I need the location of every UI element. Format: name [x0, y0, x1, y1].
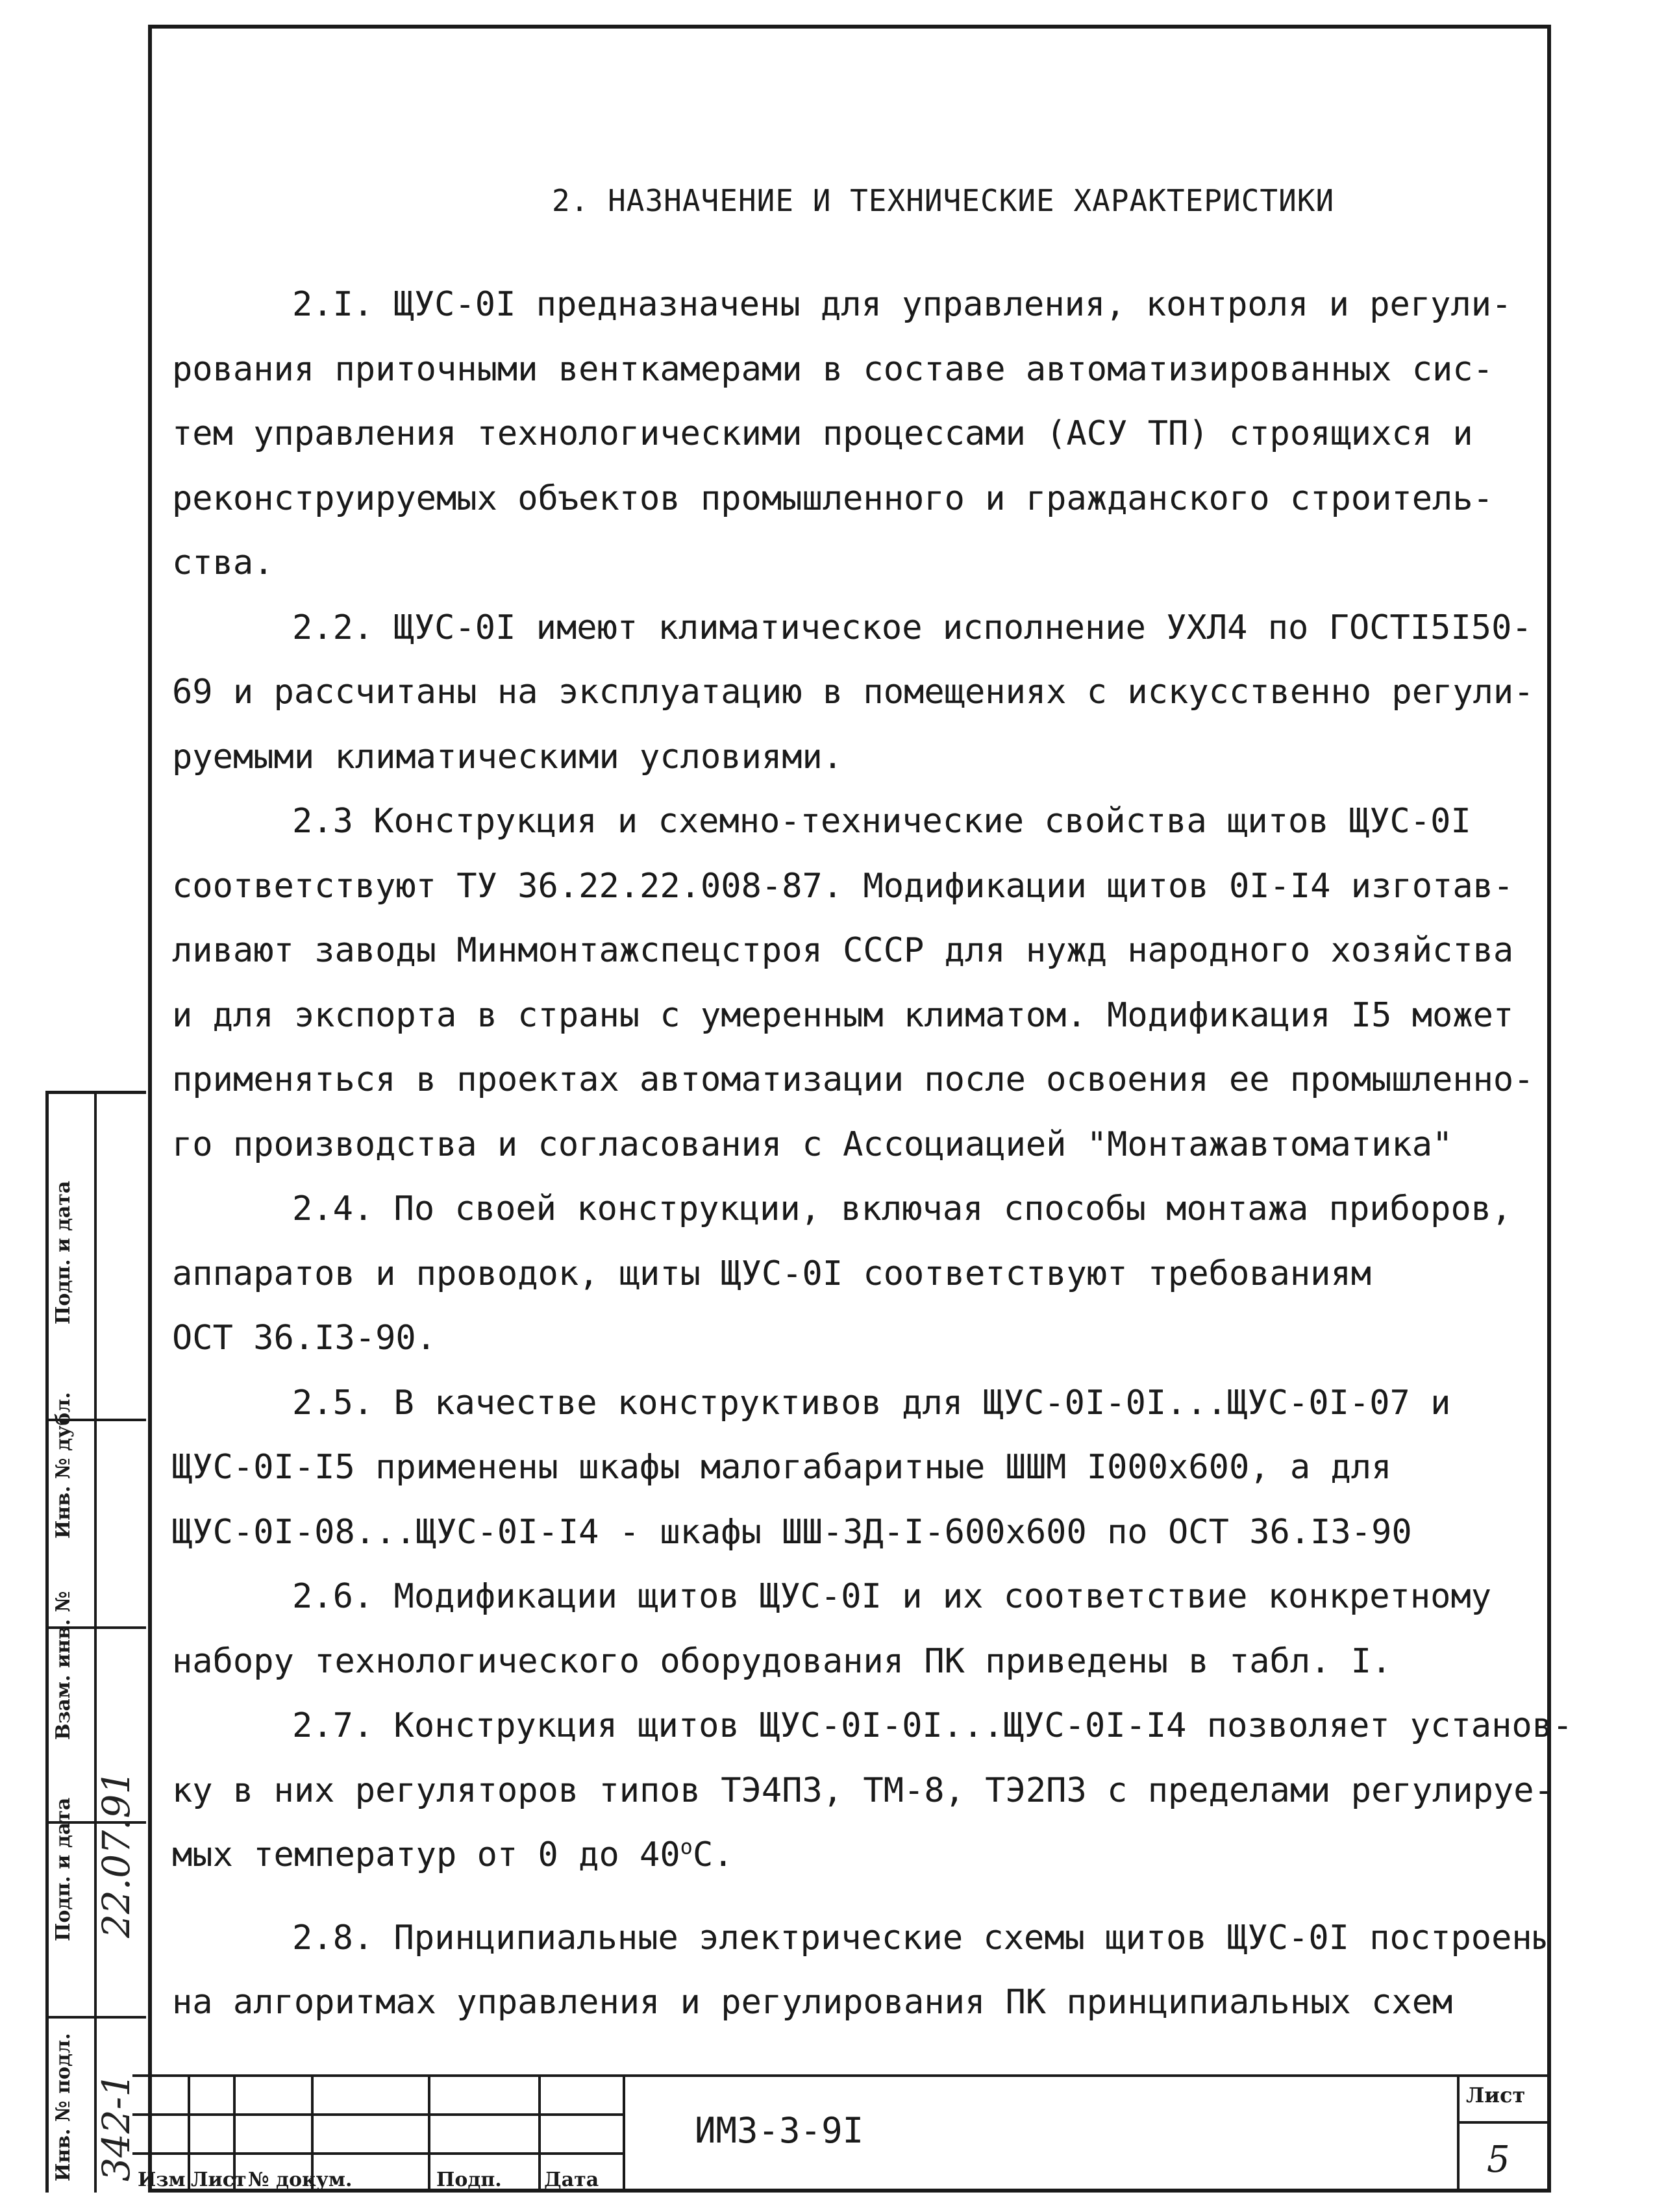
text-line: 2.4. По своей конструкции, включая способы монтажа приборов, [292, 1189, 1512, 1228]
text-line: ства. [172, 543, 274, 582]
text-line: ОСТ 36.I3-90. [172, 1319, 436, 1358]
text-line: 2.7. Конструкция щитов ЩУС-0I-0I...ЩУС-0I-I4 позволяет установ- [292, 1706, 1573, 1745]
col-date: Дата [544, 2169, 599, 2191]
text-line: рования приточными венткамерами в составе автоматизированных сис- [172, 349, 1493, 389]
text-line: аппаратов и проводок, щиты ЩУС-0I соответствуют требованиям [172, 1254, 1372, 1293]
handwritten-date: 22.07.91 [94, 1770, 138, 1938]
text-line: набору технологического оборудования ПК приведены в табл. I. [172, 1641, 1392, 1681]
text-line: 2.2. ЩУС-0I имеют климатическое исполнение УХЛ4 по ГОСТI5I50- [292, 608, 1532, 647]
text-line: го производства и согласования с Ассоциацией "Монтажавтоматика" [172, 1125, 1453, 1164]
document-code: ИМЗ-3-9I [695, 2110, 864, 2151]
text-line: соответствуют ТУ 36.22.22.008-87. Модификации щитов 0I-I4 изготав- [172, 866, 1514, 906]
text-line [172, 1823, 1529, 1888]
text-line: применяться в проектах автоматизации после освоения ее промышленно- [172, 1060, 1534, 1099]
degree-sign: о [680, 1834, 693, 1859]
col-change: Изм [138, 2169, 186, 2191]
text-line: 2.6. Модификации щитов ЩУС-0I и их соответствие конкретному [292, 1577, 1492, 1616]
text-line: ЩУС-0I-08...ЩУС-0I-I4 - шкафы ШШ-ЗД-I-600х600 по ОСТ 36.I3-90 [172, 1512, 1412, 1552]
sheet-label: Лист [1466, 2083, 1526, 2107]
handwritten-inventory-number: 342-1 [94, 2072, 138, 2181]
text-line: 2.8. Принципиальные электрические схемы щитов ЩУС-0I построены [292, 1918, 1553, 1957]
text-fragment: С. [692, 1835, 734, 1874]
col-sheet: Лист [191, 2169, 247, 2191]
text-line: руемыми климатическими условиями. [172, 737, 843, 777]
section-heading: 2. НАЗНАЧЕНИЕ И ТЕХНИЧЕСКИЕ ХАРАКТЕРИСТИКИ [552, 183, 1335, 218]
margin-label-replacement-inventory: Взам. инв. № [52, 1591, 75, 1740]
text-line: тем управления технологическими процессами (АСУ ТП) строящихся и [172, 414, 1473, 453]
text-line: ливают заводы Минмонтажспецстроя СССР для нужд народного хозяйства [172, 931, 1514, 970]
text-line: 69 и рассчитаны на эксплуатацию в помещениях с искусственно регули- [172, 673, 1534, 712]
col-document-number: № докум. [248, 2169, 353, 2191]
margin-label-signature-date: Подп. и дата [52, 1180, 75, 1324]
sheet-number: 5 [1487, 2139, 1510, 2181]
text-line: 2.I. ЩУС-0I предназначены для управления, контроля и регули- [292, 285, 1512, 324]
body-text [172, 273, 1573, 2035]
text-line: ку в них регуляторов типов ТЭ4ПЗ, ТМ-8, ТЭ2ПЗ с пределами регулируе- [172, 1771, 1554, 1810]
text-line: 2.3 Конструкция и схемно-технические свойства щитов ЩУС-0I [292, 802, 1471, 841]
text-line: реконструируемых объектов промышленного и гражданского строитель- [172, 478, 1493, 518]
text-fragment: мых температур от 0 до 40 [172, 1835, 680, 1874]
text-line: и для экспорта в страны с умеренным климатом. Модификация I5 может [172, 995, 1514, 1035]
margin-label-dup-inventory: Инв. № дубл. [52, 1392, 75, 1539]
margin-label-signature-date: Подп. и дата [52, 1797, 75, 1941]
text-line: на алгоритмах управления и регулирования ПК принципиальных схем [172, 1983, 1453, 2022]
text-line: ЩУС-0I-I5 применены шкафы малогабаритные ШШМ I000х600, а для [172, 1448, 1392, 1487]
text-line: 2.5. В качестве конструктивов для ЩУС-0I-0I...ЩУС-0I-07 и [292, 1383, 1451, 1423]
col-signature: Подп. [436, 2169, 502, 2191]
margin-label-original-inventory: Инв. № подл. [52, 2033, 75, 2181]
